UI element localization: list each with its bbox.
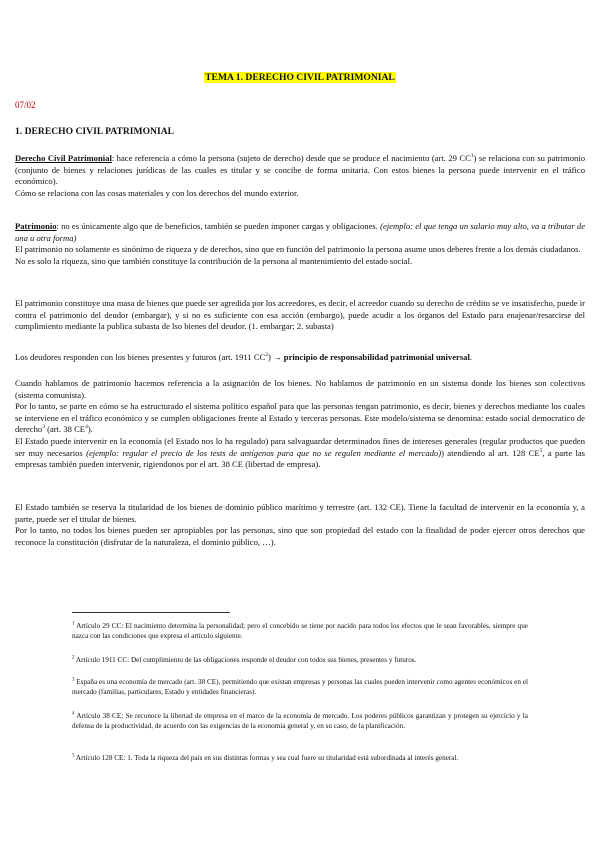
p1-text-a: : hace referencia a cómo la persona (sujeto de derecho) desde que se produce el nacimiento (art. 29 CC: [111, 153, 471, 163]
section-heading: 1. DERECHO CIVIL PATRIMONIAL: [15, 126, 175, 137]
term-patrimonio: Patrimonio: [15, 221, 57, 231]
footnote-ref-4[interactable]: 4: [85, 424, 88, 431]
p5-line2-a: Por lo tanto, se parte en cómo se ha estructurado el sistema político español para que las personas tengan patrimonio, es decir, bienes y derechos mediante los cuales se interviene en el tráfico económico y se cumplen obligaciones frente al Estado y terceras personas. Este modelo/sistema se denomina: estado social democratico de derecho: [15, 401, 585, 435]
p5-example: (ejemplo: regular el precio de los tests de antígenos para que no se regulen mediante el mercado): [86, 447, 442, 458]
p2-line2: El patrimonio no solamente es sinónimo de riqueza y de derechos, sino que en función del patrimonio la persona asume unos deberes frente a los demás ciudadanos.: [15, 244, 581, 255]
principle-bold: principio de responsabilidad patrimonial universal: [283, 352, 470, 362]
paragraph-deudores: [15, 352, 585, 364]
p5-line1: Cuando hablamos de patrimonio hacemos referencia a la asignación de los bienes. No hablamos de patrimonio en un sistema donde los bienes son colectivos (sistema comunista).: [15, 378, 585, 400]
p2-example: (ejemplo: el que tenga un salario muy alto, va a tributar de una u otra forma): [15, 221, 586, 243]
footnote-separator: [72, 612, 230, 613]
p2-text-a: : no es únicamente algo que de beneficios, también se pueden imponer cargas y obligaciones.: [56, 221, 381, 231]
footnote-3: [72, 677, 528, 697]
p4-text-b: ) →: [268, 352, 284, 362]
paragraph-dominio-publico: [15, 502, 585, 548]
footnote-3-number: 3: [72, 677, 75, 683]
p6-line1: El Estado también se reserva la titularidad de los bienes de dominio público marítimo y terrestre (art. 132 CE). Tiene la facultad de intervenir en la economía y, a parte, puede ser el titular de bienes.: [15, 502, 585, 524]
footnote-2-text: Artículo 1911 CC: Del cumplimiento de las obligaciones responde el deudor con todos sus bienes, presentes y futuros.: [75, 656, 417, 664]
paragraph-derecho-civil: [15, 153, 585, 199]
p4-text-a: Los deudores responden con los bienes presentes y futuros (art. 1911 CC: [15, 352, 266, 362]
footnote-5-text: Artículo 128 CE: 1. Toda la riqueza del país en sus distintas formas y sea cual fuere su titularidad está subordinada al interés general.: [75, 754, 459, 762]
paragraph-masa-de-bienes: El patrimonio constituye una masa de bienes que puede ser agredida por los acreedores, es decir, el acreedor cuando su derecho de crédito se ve insatisfecho, puede ir contra el patrimonio del deudor (embargar), y si no es suficiente con esa acción (embargo), puede acudir a los órganos del Estado para enajenar/resarcirse del cumplimiento mediante la publica subasta de lso bienes del deudor. (1. embargar; 2. subasta): [15, 298, 585, 332]
footnote-4-number: 4: [72, 711, 75, 717]
p1-line2: Cómo se relaciona con las cosas materiales y con los derechos del mundo exterior.: [15, 187, 299, 198]
footnote-5-number: 5: [72, 753, 75, 759]
footnote-1-text: Artículo 29 CC: El nacimiento determina la personalidad; pero el concebido se tiene por nacido para todos los efectos que le sean favorables, siempre que nazca con las condiciones que expresa el artículo siguiente.: [72, 622, 528, 641]
footnote-2: [72, 655, 528, 665]
footnote-1: [72, 621, 528, 641]
title-highlight: TEMA 1. DERECHO CIVIL PATRIMONIAL: [205, 72, 395, 83]
footnote-ref-3[interactable]: 3: [42, 424, 45, 431]
p5-line3-b: ) atendiendo al art. 128 CE: [441, 447, 540, 458]
document-title: [0, 72, 600, 83]
footnote-1-number: 1: [72, 621, 75, 627]
p5-line3-a: El Estado puede intervenir en la economía (el Estado nos lo ha regulado) para salvaguardar determinados fines de intereses generales (regular productos que pueden ser muy necesarios: [15, 435, 585, 458]
paragraph-patrimonio: [15, 221, 585, 267]
p4-text-c: .: [469, 352, 473, 362]
footnote-ref-5[interactable]: 5: [539, 447, 543, 454]
p6-line2: Por lo tanto, no todos los bienes pueden ser apropiables por las personas, sino que son propiedad del estado con la finalidad de poder ejercer otros derechos que reconoce la constitución (disfrutar de la naturaleza, el dominio público, …).: [15, 525, 585, 547]
footnote-ref-2[interactable]: 2: [265, 352, 269, 359]
footnote-ref-1[interactable]: 1: [470, 153, 474, 160]
footnote-5: [72, 753, 528, 763]
p1-text-b: ) se relaciona con su patrimonio (conjunto de bienes y relaciones jurídicas de las cuales es titular y se concibe de forma unitaria. Con estos bienes la persona puede intervenir en el tráfico económico).: [15, 153, 586, 187]
footnote-2-number: 2: [72, 655, 75, 661]
footnote-3-text: España es una economía de mercado (art. 38 CE), permitiendo que existan empresas y personas las cuales pueden intervenir como agentes económicos en el mercado (familias, particulares, Estado y entidades financieras).: [72, 678, 528, 697]
paragraph-asignacion-bienes: [15, 378, 585, 471]
footnote-4-text: Artículo 38 CE: Se reconoce la libertad de empresa en el marco de la economía de mercado. Los poderes públicos garantizan y protegen su ejercicio y la defensa de la productividad, de acuerdo con las exigencias de la economía general y, en su caso, de la planificación.: [72, 712, 528, 731]
term-derecho-civil-patrimonial: Derecho Civil Patrimonial: [15, 153, 112, 163]
p5-line2-c: ).: [87, 424, 93, 435]
p5-line3-c: , a parte las empresas también pueden intervenir, rigiendonos por el art. 38 CE (libertad de empresa).: [15, 447, 586, 470]
footnote-4: [72, 711, 528, 731]
date-label: 07/02: [15, 100, 36, 110]
p5-line2-b: (art. 38 CE: [44, 424, 86, 435]
p2-line3: No es solo la riqueza, sino que también constituye la contribución de la persona al mantenimiento del estado social.: [15, 255, 413, 266]
